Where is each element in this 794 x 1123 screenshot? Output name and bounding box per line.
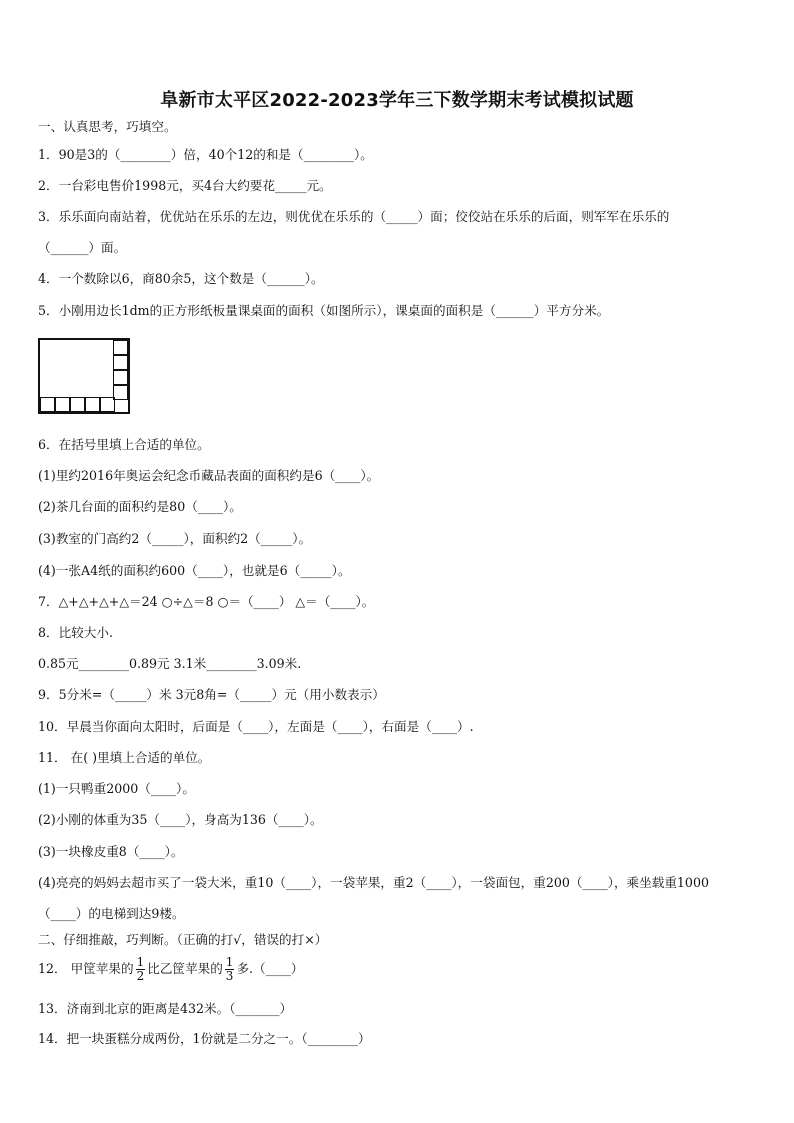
- question-6: 6．在括号里填上合适的单位。: [38, 437, 210, 452]
- question-4: 4．一个数除以6，商80余5，这个数是（______）。: [38, 271, 324, 286]
- question-12: 12． 甲筐苹果的 $\frac{1}{2}$ 比乙筐苹果的 $\frac{1}{3}$ 多.（____）: [38, 955, 304, 983]
- question-8: 8．比较大小.: [38, 625, 113, 640]
- question-3: 3．乐乐面向南站着，优优站在乐乐的左边，则优优在乐乐的（_____）面；佼佼站在乐乐的后面，则军军在乐乐的: [38, 209, 670, 224]
- fraction-one-half: $\frac{1}{2}$: [136, 955, 145, 983]
- question-14: 14．把一块蛋糕分成两份，1份就是二分之一。（________）: [38, 1031, 371, 1046]
- question-11-2: (2)小刚的体重为35（____），身高为136（____）。: [38, 812, 323, 827]
- desk-area-figure: [38, 338, 130, 414]
- question-11-3: (3)一块橡皮重8（____）。: [38, 844, 184, 859]
- question-1: 1．90是3的（________）倍，40个12的和是（________）。: [38, 147, 373, 162]
- question-3-continued: （______）面。: [38, 240, 127, 255]
- question-6-2: (2)茶几台面的面积约是80（____）。: [38, 499, 242, 514]
- page-title: 阜新市太平区2022-2023学年三下数学期末考试模拟试题: [160, 90, 634, 111]
- question-8-compare: 0.85元________0.89元 3.1米________3.09米.: [38, 656, 302, 671]
- fraction-one-third: $\frac{1}{3}$: [225, 955, 234, 983]
- question-6-3: (3)教室的门高约2（_____），面积约2（_____）。: [38, 531, 312, 546]
- question-7: 7．△+△+△+△＝24 ○÷△＝8 ○＝（____） △＝（____）。: [38, 594, 375, 609]
- question-6-1: (1)里约2016年奥运会纪念币藏品表面的面积约是6（____）。: [38, 468, 380, 483]
- question-6-4: (4)一张A4纸的面积约600（____），也就是6（_____）。: [38, 563, 351, 578]
- question-11: 11． 在( )里填上合适的单位。: [38, 750, 211, 765]
- section-heading: 一、认真思考，巧填空。: [38, 119, 177, 134]
- question-5: 5．小刚用边长1dm的正方形纸板量课桌面的面积（如图所示），课桌面的面积是（______）平方分米。: [38, 303, 610, 318]
- question-2: 2．一台彩电售价1998元，买4台大约要花_____元。: [38, 178, 332, 193]
- section-heading-2: 二、仔细推敲，巧判断。（正确的打√，错误的打×）: [38, 932, 328, 947]
- question-11-1: (1)一只鸭重2000（____）。: [38, 781, 195, 796]
- question-10: 10．早晨当你面向太阳时，后面是（____），左面是（____），右面是（____）.: [38, 719, 474, 734]
- question-13: 13．济南到北京的距离是432米。（_______）: [38, 1001, 293, 1016]
- question-11-4: (4)亮亮的妈妈去超市买了一袋大米，重10（____），一袋苹果，重2（____），一袋面包，重200（____），乘坐载重1000: [38, 875, 709, 890]
- question-11-4-continued: （____）的电梯到达9楼。: [38, 906, 185, 921]
- question-9: 9．5分米=（_____）米 3元8角=（_____）元（用小数表示）: [38, 687, 385, 702]
